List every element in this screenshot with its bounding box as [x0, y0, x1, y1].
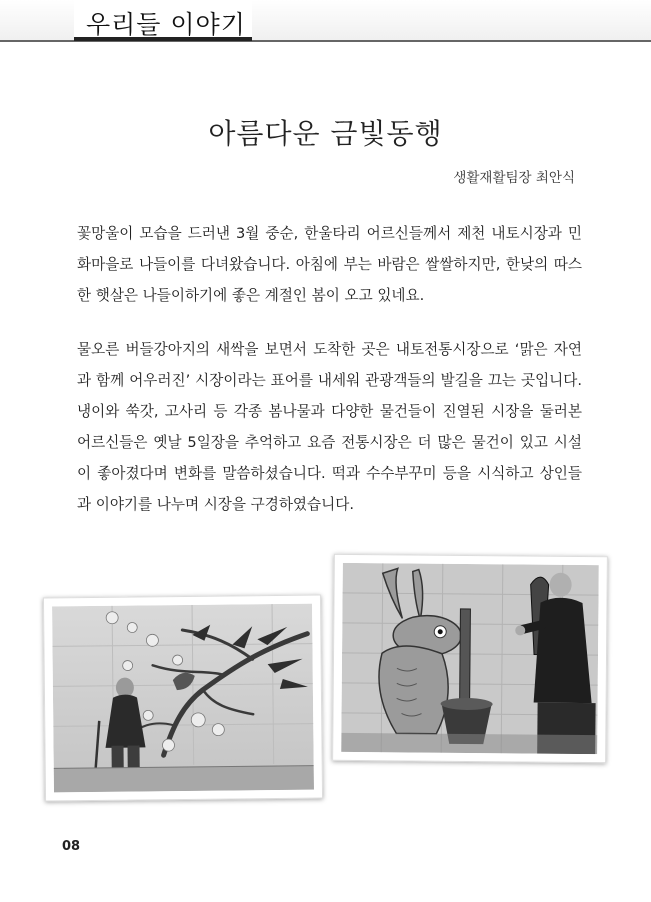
- section-header: [74, 0, 252, 41]
- rabbit-mural-image: [341, 563, 599, 754]
- page-number: 08: [62, 839, 81, 854]
- photo-rabbit-mural: [332, 554, 608, 763]
- paragraph-2: 물오른 버들강아지의 새싹을 보면서 도착한 곳은 내토전통시장으로 ‘맑은 자연과 함께 어우러진’ 시장이라는 표어를 내세워 관광객들의 발길을 끄는 곳입니다. 냉이와 쑥갓, 고사리 등 각종 봄나물과 다양한 물건들이 진열된 시장을 둘러본 어르신들은 옛날 5일장을 추억하고 요즘 전통시장은 더 많은 물건이 있고 시설이 좋아졌다며 변화를 말씀하셨습니다. 떡과 수수부꾸미 등을 시식하고 상인들과 이야기를 나누며 시장을 구경하였습니다.: [77, 341, 582, 513]
- article-author: 생활재활팀장 최안식: [453, 170, 575, 186]
- photo-blossom-mural: [43, 595, 323, 802]
- section-title: 우리들 이야기: [86, 10, 246, 39]
- article-title: 아름다운 금빛동행: [208, 117, 443, 150]
- paragraph-1: 꽃망울이 모습을 드러낸 3월 중순, 한울타리 어르신들께서 제천 내토시장과 민화마을로 나들이를 다녀왔습니다. 아침에 부는 바람은 쌀쌀하지만, 한낮의 따스한 햇살은 나들이하기에 좋은 계절인 봄이 오고 있네요.: [77, 225, 582, 304]
- blossom-mural-image: [52, 604, 314, 793]
